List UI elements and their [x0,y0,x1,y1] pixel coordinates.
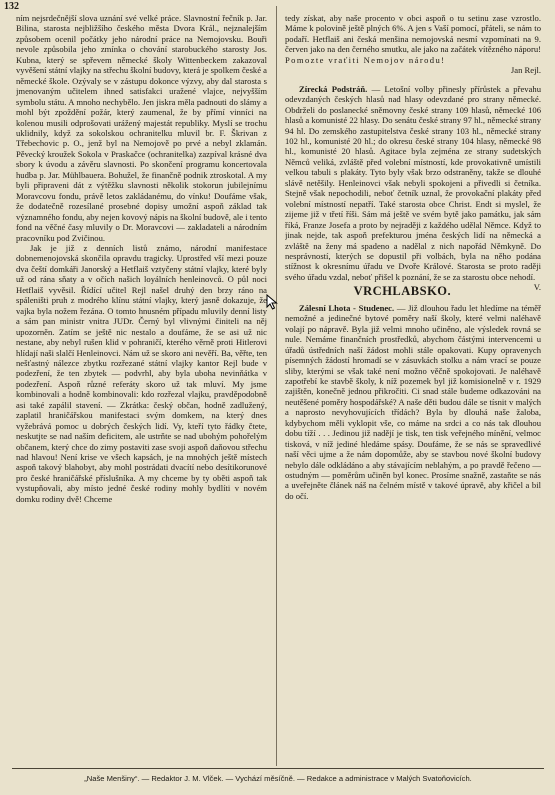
right-intro [285,13,541,65]
region-heading: VRCHLABSKO. [353,284,452,299]
right-intro-text: tedy získat, aby naše procento v obci aspoň o tu setinu zase vzrostlo. Máme k polovině ještě plných 6%. A jen s Vaší pomocí, přáteli, se nám to podaří. Hetflaiš ani česká menšina nemojovská nesmí vzpomínati na 9. červen jako na den černého smutku, ale jako na začátek vítězného náporu! [285,13,541,55]
left-paragraph-1: ním nejsrdečnější slova uznání své velké práce. Slavnostní řečník p. Jar. Bilina, starosta nejbližšího českého města Dvora Král., nejznalejším způsobem ocenil počátky jeho národní práce na Nemojovsku. Bouři nevole způsobila jeho zmínka o chování starobuckého starosty Jos. Kubna, který se spřevem německé školy Wittenbeckem zakazoval vyvěšení státní vlajky na střechu školní budovy, která je spolkem české a německé škole. Ozývaly se v zástupu dokonce výzvy, aby dal starosta s jmenovaným učitelem ihned satisfakci uražené vlajce, nejvyšším symbolu státu. A mnoho nechybělo. Jen jiskra měla padnouti do slámy a mohl být zpoždění požár, který zaumenal, že by přímí vinníci na kolenou musili odprošovati urážený majestát republiky. Myslí se trochu uklidnily, když za sokolskou ochranitelku mluvil br. F. Škrivan z Třebechovic p. O., jenž byl na Nemojově po prvé a nebyl zklamán. Pěvecký kroužek Sokola v Praskačce (ochranitelka) zazpíval krásné dva sbory k úvodu a závěru slavnosti. Po skončení programu koncertovala hudba p. Jar. Mühlbauera. Bohužel, že finančně podnik ztroskotal. A my byli připraveni dát z výtěžku slavnosti několik stokorun jubilejnímu Moravcovu fondu, právě letos zakládanému, do vínku! Doufáme však, že dodatečně rozesílané prosebné dopisy umožní aspoň základ tak významného fondu, aby nejen kovový nápis na školní budově, ale i tento fond na věčné časy mluvily o Dr. Moravcovi — zakladateli a národním pracovníku pod Zvičinou. [16,13,267,243]
mouse-cursor-icon [266,294,278,310]
left-paragraph-2: Jak je již z denních listů známo, národní manifestace dobnemenojovská skončila opravdu tragicky. Uprostřed vší mezi pouze dva čeští domkáři Janorský a Hetflaiš vztyčeny státní vlajky, které byly už od rána sňaty a v očích našich loyálních henleinovců. O půl noci Hetflaiš vyvěsil. Řídící učitel Rejl našel druhý den brzy ráno na spáleništi pruh z modrého klínu státní vlajky, který jasně dokazuje, že vajka byla nožem řezána. O tomto hnusném případu mluvily denní listy a sám pan ministr vnitra JUDr. Černý byl vlivnými činiteli na něj upozorněn. Zatím se ještě nic nestalo a doufáme, že se asi už nic nestane, aby nebyl rušen klid v pohraničí, kterého věrně proti Hitlerovi hlídají naši slalčí Henleinovci. Nám už se skoro ani nevěří. Ba, věřte, ten nešťastný nálezce zbytku rozřezané státní vlajky kantor Rejl bude v podezření, že ten zbytek — podvrhl, aby byla uboha nevinňátka v podezření. Aspoň různé referáty skoro už tak mluví. My jsme kombinovali a hodně kombinovali: kdo rozřezal vlajku, pravděpodobně asi také zapálil stavení. — Zkrátka: český občan, hodně zadlužený, zaplatil hraničářskou manifestaci svým domkem, na který dnes vyžebrává pomoc u dobrých českých lidí. Vy, kteří tyto řádky čtete, neskutjte se nad naším deficitem, ale ustrňte se nad ubohým pohořelým občanem, který chce do zimy postaviti zase svoji aspoň daňovou střechu nad hlavou! Není krise ve všech kapsách, je na mnohých ještě místech aspoň takový blahobyt, aby mohl postrádati dvacítí nebo desítikorunové pro české hraničářské příslušníka. A my chceme by ty oběti aspoň tak vystupňovali, aby místo jedné české rodiny mohly bydlíti v novém domku rodiny dvě! Chceme [16,242,267,504]
section1-signature: V. [533,282,541,293]
right-intro-appeal: Pomozte vraťiti Nemojov národu! [285,54,446,65]
section2-paragraph [285,303,541,502]
section-gap [285,76,541,84]
section1-title: Zírecká Podstráň. [299,83,368,94]
right-column [285,13,541,768]
column-divider [276,6,277,766]
footer-imprint: „Naše Menšiny“. — Redaktor J. M. Vlček. — Vychází měsíčně. — Redakce a administrace v Malých Svatoňovicích. [84,774,472,783]
section2-title: Zálesní Lhota - Studenec. [299,302,395,313]
page-number: 132 [4,1,19,12]
left-column [16,13,267,768]
section2-text: — Již dlouhou řadu let hledíme na téměř nemožné a jedinečné bytové poměry naší školy, které velmi naléhavě volají po nápravě. Byla již velmi mnoho učiněno, ale výsledek rovná se nule. Nemáme finančních prostředků, abychom částými intervencemi u úřadů ústředních naší žádost mohli stále opakovati. Kupy opravenych písemných žádostí hromadí se v zásuvkách stolku a nám vrací se pouze sliby, kterými se však také není možno věčně spokojovati. Je naléhavě zapotřebí ke stavbě školy, k níž pozemek byl již komisionelně v r. 1929 zajištěn, konečně jednou přikročiti. Ci snad stále budeme odkazováni na neutěšené poměry hospodářské? A naše děti budou dále se tísnit v malých a naprosto nevyhovujících třídách? Byla by dlouhá naše žaloba, kdybychom měli vyklopit vše, co máme na srdci a co nás tak dlouhou dobu tíží . . . Jedinou již nadějí je tisk, ten tisk veřejného mínění, velmoc tisková, v níž jediné hledáme spásy. Doufáme, že se nás se spravedlivé naší věci ujme a že nám dopomůže, aby se stavbou nové školní budovy nebylo dále odkládáno a aby stávajícím neblahým, a po pravdě řečeno — ostudným — poměrům učiněn byl konec. Prosíme snažně, zastaňte se nás a uveřejněte článek náš na čelném místě v takové úpravě, aby křičel a bil do očí. [285,302,541,501]
section1-text: — Letošní volby přinesly přírůstek a převahu odevzdaných českých hlasů nad hlasy odevzdané pro strany německé. Obdrželi do poslanecké sněmovny české strany 109 hlasů, německé 106 hlasů a komunisté 22 hlasy. Do senátu české strany 97 hl., německé strany 94 hl. Do zemského zastupitelstva české strany 103 hl., německé strany 102 hl., komunisté 20 hl.; do okresu české strany 104 hlasy, německé 98 hl., komunisté 20 hlasů. Agitace byla zejména ze strany sudetských Němců veliká, zvláště před volební místností, kde provokativně umístili velkou tabuli s plakáty. Tyto byly však brzo odstraněny, takže se dlouhé slávě netěšily. Henleinovci však nebyli spokojeni a přivedli si četníka. Stejně však nepochodili, neboť četník uznal, že provokační plakáty před volební místností nepatří. Také starosta obce Christ. Endt si myslel, že zijeme již v třetí říši. Sám má ještě ve svém bytě jako památku, jak sám říká, Franze Josefa a proto by nejraději z každého udělal Němce. Když to jinak nejde, tak aspoň prefekturou jména českých lidí na německá a zvláště na ženy má spadeno a nadělal z nich napořád Němkyně. Do nesprávností, kterých se dopustil při volbách, byla na něho podána stížnost k okresnímu úřadu ve Dvoře Králové. Starosta se proto raději svého úřadu vzdal, neboť přišel k poznání, že se za starostu obce nehodí. [285,83,541,282]
footer-rule [12,768,544,769]
right-intro-signature: Jan Rejl. [510,65,541,76]
